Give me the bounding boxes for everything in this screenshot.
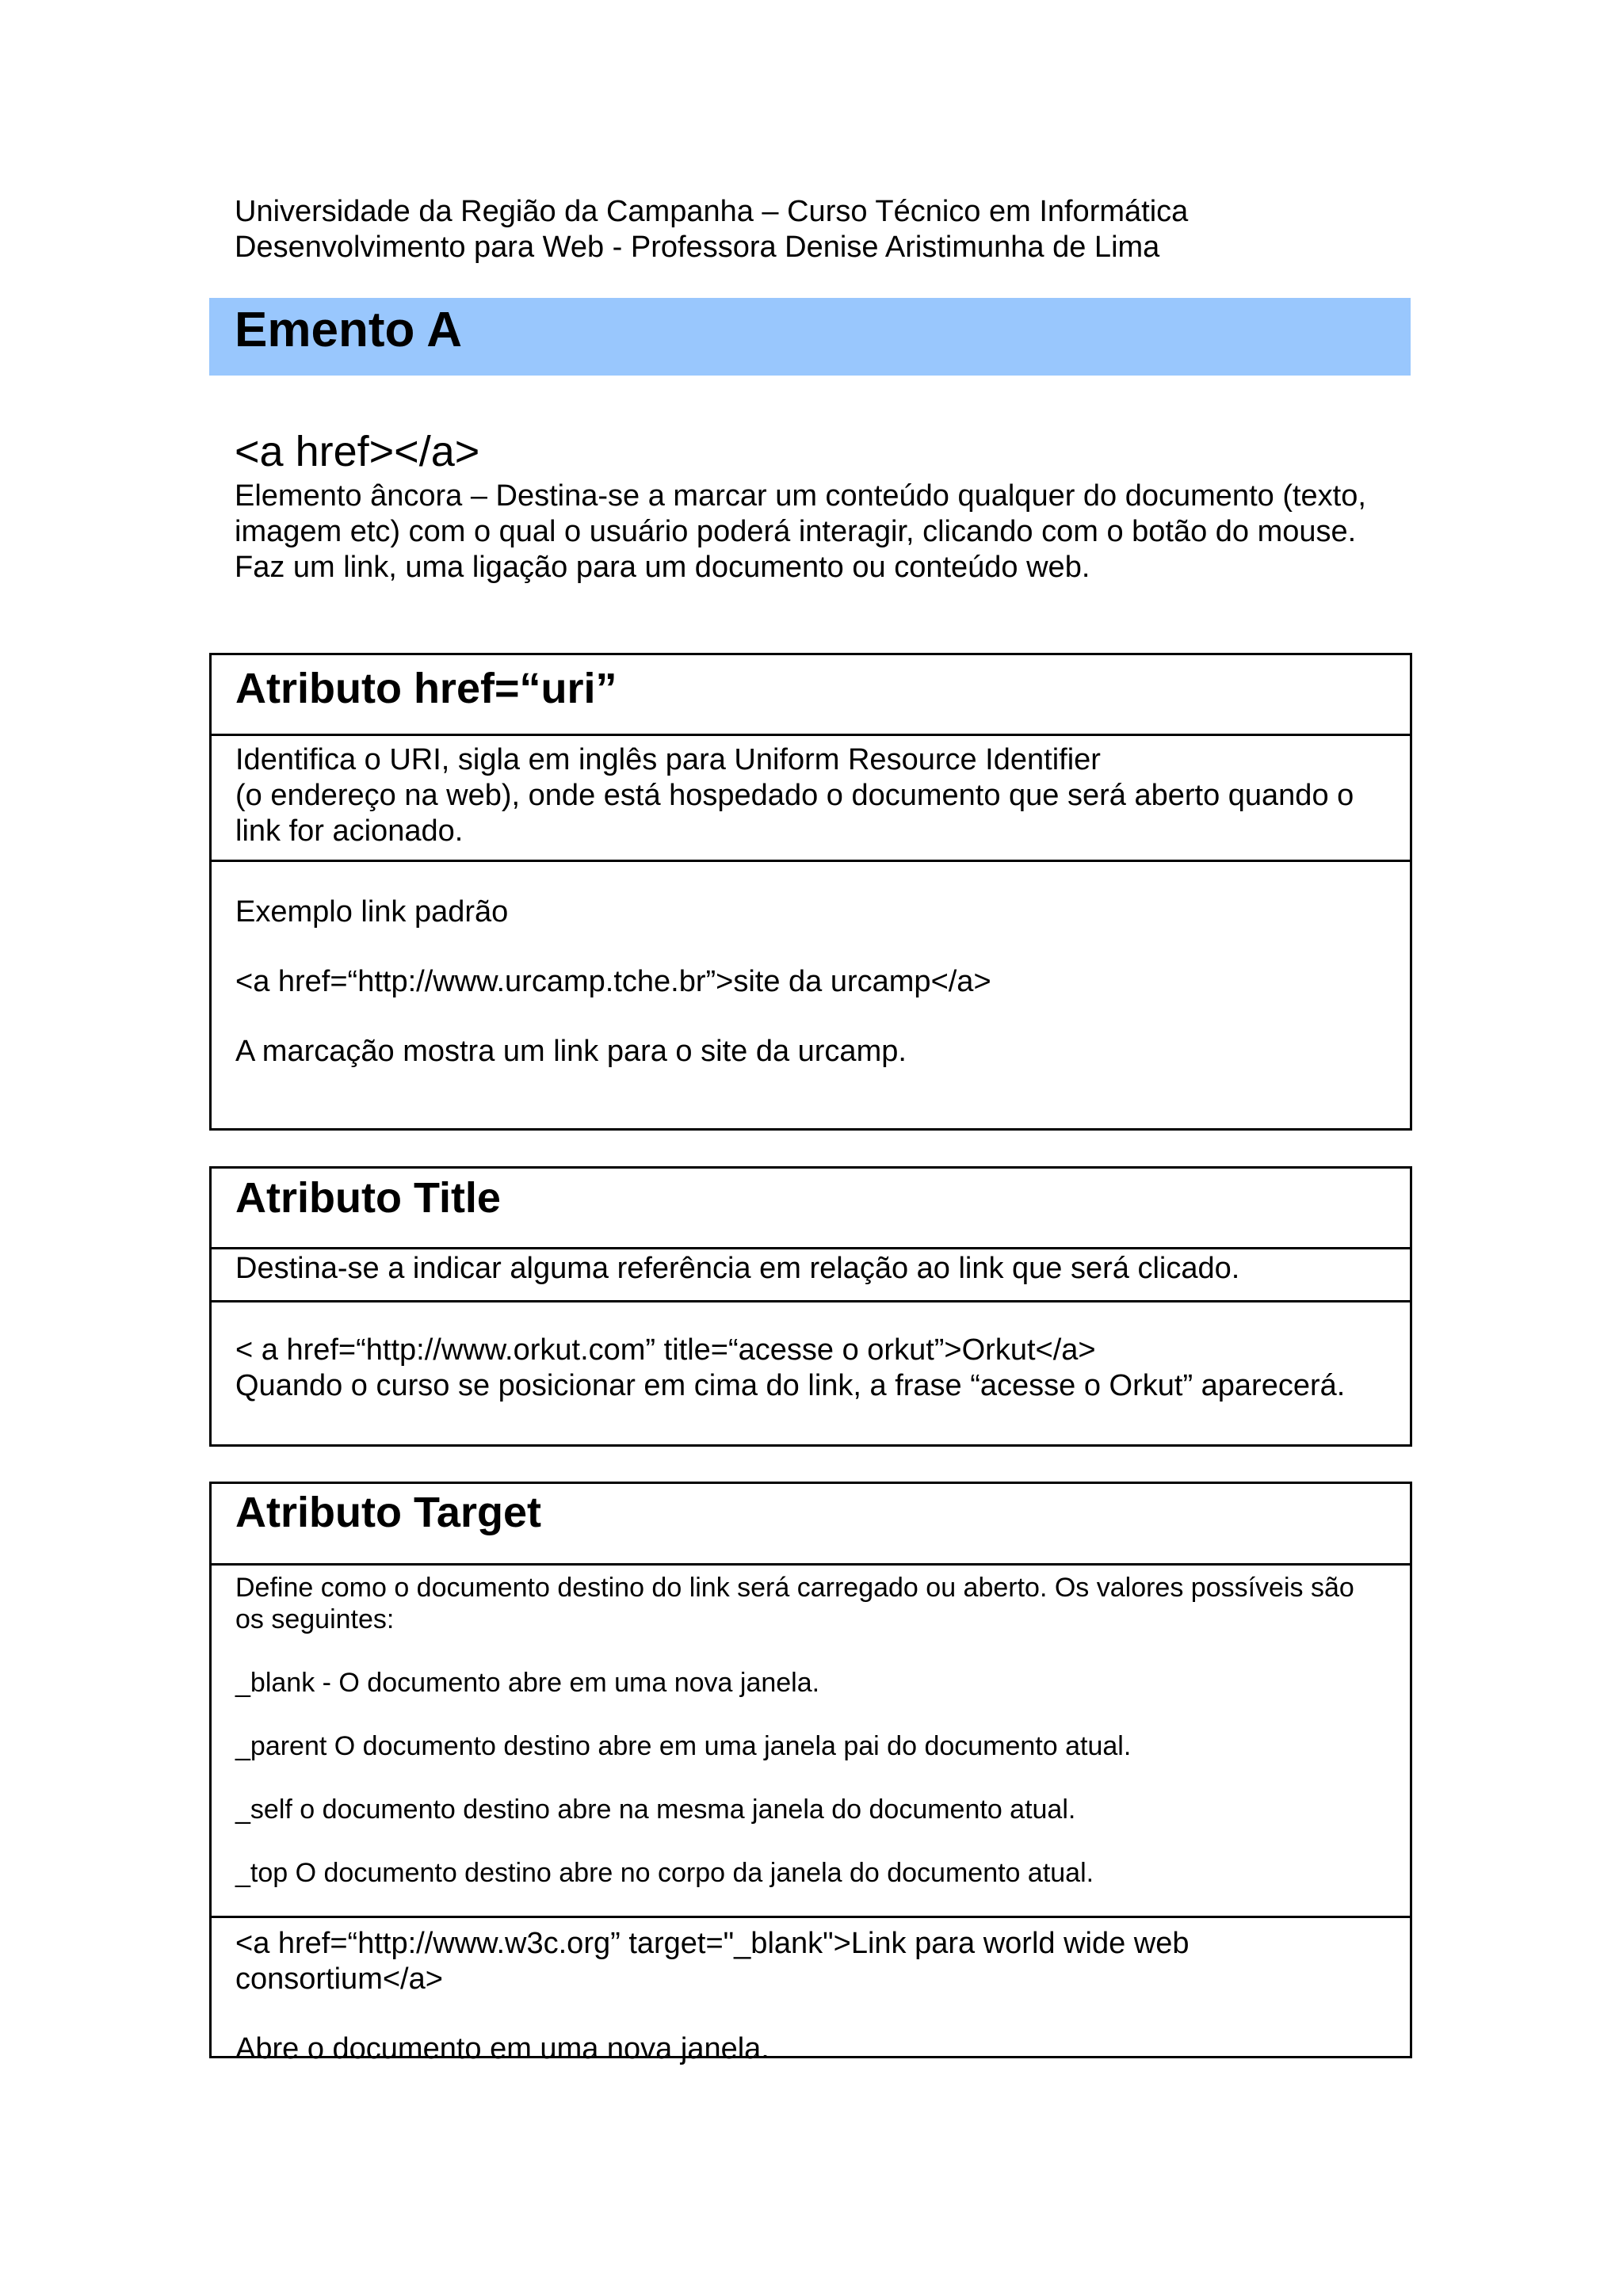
target-value-self: _self o documento destino abre na mesma janela do documento atual. [235, 1794, 1076, 1825]
target-value-top: _top O documento destino abre no corpo da janela do documento atual. [235, 1858, 1094, 1888]
href-attribute-title: Atributo href=“uri” [235, 665, 617, 712]
href-example-note: A marcação mostra um link para o site da urcamp. [235, 1035, 907, 1068]
target-example-row [212, 1916, 1410, 2065]
target-value-parent: _parent O documento destino abre em uma janela pai do documento atual. [235, 1731, 1132, 1761]
intro-line: Elemento âncora – Destina-se a marcar um conteúdo qualquer do documento (texto, [235, 479, 1366, 513]
intro-line: Faz um link, uma ligação para um documento ou conteúdo web. [235, 551, 1090, 584]
element-tag-heading: <a href></a> [235, 428, 480, 475]
target-attribute-title: Atributo Target [235, 1489, 541, 1536]
href-attribute-box [209, 653, 1412, 1131]
href-description-line: link for acionado. [235, 814, 464, 848]
target-attribute-box [209, 1482, 1412, 2065]
page-title: Emento A [235, 303, 463, 357]
href-example-code: <a href=“http://www.urcamp.tche.br”>site da urcamp</a> [235, 965, 991, 998]
title-banner [209, 298, 1411, 376]
href-description-line: (o endereço na web), onde está hospedado o documento que será aberto quando o [235, 779, 1354, 812]
header-course: Desenvolvimento para Web - Professora Denise Aristimunha de Lima [235, 231, 1160, 264]
target-description-line: os seguintes: [235, 1604, 395, 1634]
title-example-note: Quando o curso se posicionar em cima do link, a frase “acesse o Orkut” aparecerá. [235, 1369, 1346, 1402]
title-attribute-title: Atributo Title [235, 1174, 501, 1222]
target-description-line: Define como o documento destino do link será carregado ou aberto. Os valores possíveis são [235, 1573, 1354, 1603]
target-example-code-line: <a href=“http://www.w3c.org” target="_blank">Link para world wide web [235, 1927, 1190, 1960]
document-header [235, 194, 1188, 265]
title-description-row [212, 1247, 1410, 1300]
title-attribute-box [209, 1166, 1412, 1447]
target-value-blank: _blank - O documento abre em uma nova janela. [235, 1668, 820, 1698]
title-example-row [212, 1300, 1410, 1444]
title-example-code: < a href=“http://www.orkut.com” title=“acesse o orkut”>Orkut</a> [235, 1333, 1096, 1367]
target-example-code-line: consortium</a> [235, 1962, 443, 1996]
intro-line: imagem etc) com o qual o usuário poderá interagir, clicando com o botão do mouse. [235, 515, 1357, 548]
target-title-row [212, 1484, 1410, 1563]
header-institution: Universidade da Região da Campanha – Curso Técnico em Informática [235, 195, 1189, 228]
target-example-note: Abre o documento em uma nova janela. [235, 2032, 769, 2065]
target-description-row [212, 1563, 1410, 1916]
title-title-row [212, 1169, 1410, 1247]
href-title-row [212, 655, 1410, 734]
href-description-line: Identifica o URI, sigla em inglês para Uniform Resource Identifier [235, 743, 1101, 776]
href-example-row [212, 860, 1410, 1128]
href-description-row [212, 734, 1410, 860]
intro-paragraph [235, 479, 1400, 585]
href-example-label: Exemplo link padrão [235, 895, 509, 929]
title-description: Destina-se a indicar alguma referência em relação ao link que será clicado. [235, 1252, 1240, 1285]
